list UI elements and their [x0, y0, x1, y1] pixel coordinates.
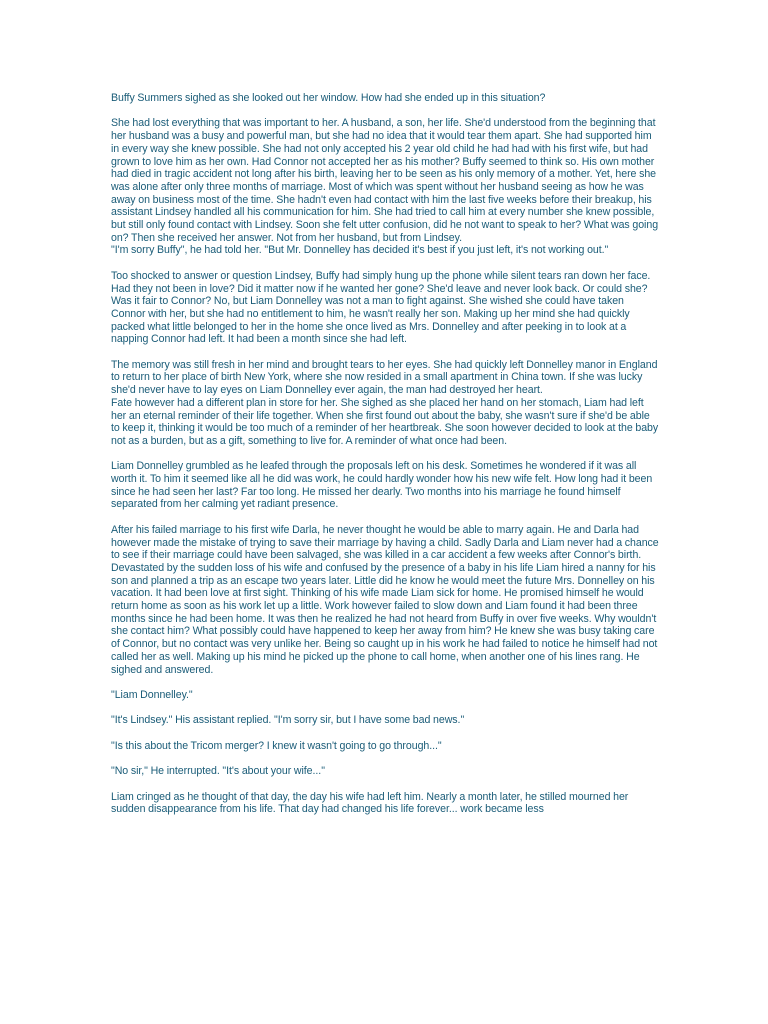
paragraph-8: After his failed marriage to his first wife Darla, he never thought he would be able to marry again. He and Darla had however made the mistake of trying to save their marriage by having a child. Sadly Darla and Liam never had a chance to see if their marriage could have been salvaged, she was killed in a car accident a few weeks after Connor's birth. Devastated by the sudden loss of his wife and confused by the presence of a baby in his life Liam hired a nanny for his son and planned a trip as an escape two years later. Little did he know he would meet the future Mrs. Donnelley on his vacation. It had been love at first sight. Thinking of his wife made Liam sick for home. He promised himself he would return home as soon as his work let up a little. Work however failed to slow down and Liam found it had been three months since he had been home. It was then he realized he had not heard from Buffy in over five weeks. Why wouldn't she contact him? What possibly could have happened to keep her away from him? He knew she was busy taking care of Connor, but no contact was very unlike her. Being so caught up in his work he had failed to notice he himself had not called her as well. Making up his mind he picked up the phone to call home, when another one of his lines rang. He sighed and answered. [111, 523, 659, 676]
paragraph-12: "No sir," He interrupted. "It's about your wife..." [111, 765, 325, 778]
paragraph-3: "I'm sorry Buffy", he had told her. "But Mr. Donnelley has decided it's best if you just left, it's not working out." [111, 244, 609, 257]
document-page [111, 92, 659, 1012]
paragraph-5: The memory was still fresh in her mind and brought tears to her eyes. She had quickly left Donnelley manor in England to return to her place of birth New York, where she now resided in a small apartment in China town. If she was lucky she'd never have to lay eyes on Liam Donnelley ever again, the man had destroyed her heart. [111, 358, 658, 397]
paragraph-13: Liam cringed as he thought of that day, the day his wife had left him. Nearly a month later, he stilled mourned her sudden disappearance from his life. That day had changed his life forever... work became less [111, 790, 629, 816]
paragraph-7: Liam Donnelley grumbled as he leafed through the proposals left on his desk. Sometimes he wondered if it was all worth it. To him it seemed like all he did was work, he could hardly wonder how his new wife felt. How long had it been since he had seen her last? Far too long. He missed her dearly. Two months into his marriage he found himself separated from her calming yet radiant presence. [111, 460, 653, 511]
paragraph-1: Buffy Summers sighed as she looked out her window. How had she ended up in this situation? [111, 92, 546, 104]
paragraph-11: "Is this about the Tricom merger? I knew it wasn't going to go through..." [111, 739, 442, 752]
paragraph-9: "Liam Donnelley." [111, 688, 193, 701]
paragraph-2: She had lost everything that was important to her. A husband, a son, her life. She'd understood from the beginning that her husband was a busy and powerful man, but she had no idea that it would tear them apart. She had supported him in every way she knew possible. She had not only accepted his 2 year old child he had had with his first wife, but had grown to love him as her own. Had Connor not accepted her as his mother? Buffy seemed to think so. His own mother had died in tragic accident not long after his birth, leaving her to be seen as his only memory of a mother. Yet, here she was alone after only three months of marriage. Most of which was spent without her husband seeing as how he was away on business most of the time. She hadn't even had contact with him the last five weeks before their breakup, his assistant Lindsey handled all his communication for him. She had tried to call him at every number she knew possible, but still only found contact with Lindsey. Soon she felt utter confusion, did he not want to speak to her? What was going on? Then she received her answer. Not from her husband, but from Lindsey. [111, 117, 659, 244]
paragraph-6: Fate however had a different plan in store for her. She sighed as she placed her hand on her stomach, Liam had left her an eternal reminder of their life together. When she first found out about the baby, she wasn't sure if she'd be able to keep it, thinking it would be too much of a reminder of her heartbreak. She soon however decided to look at the baby not as a burden, but as a gift, something to live for. A reminder of what once had been. [111, 396, 659, 447]
paragraph-10: "It's Lindsey." His assistant replied. "I'm sorry sir, but I have some bad news." [111, 714, 465, 727]
paragraph-4: Too shocked to answer or question Lindsey, Buffy had simply hung up the phone while silent tears ran down her face. Had they not been in love? Did it matter now if he wanted her gone? She'd leave and never look back. Or could she? Was it fair to Connor? No, but Liam Donnelley was not a man to fight against. She wished she could have taken Connor with her, but she had no entitlement to him, he wasn't really her son. Making up her mind she had quickly packed what little belonged to her in the home she once lived as Mrs. Donnelley and after peeking in to look at a napping Connor had left. It had been a month since she had left. [111, 269, 651, 346]
